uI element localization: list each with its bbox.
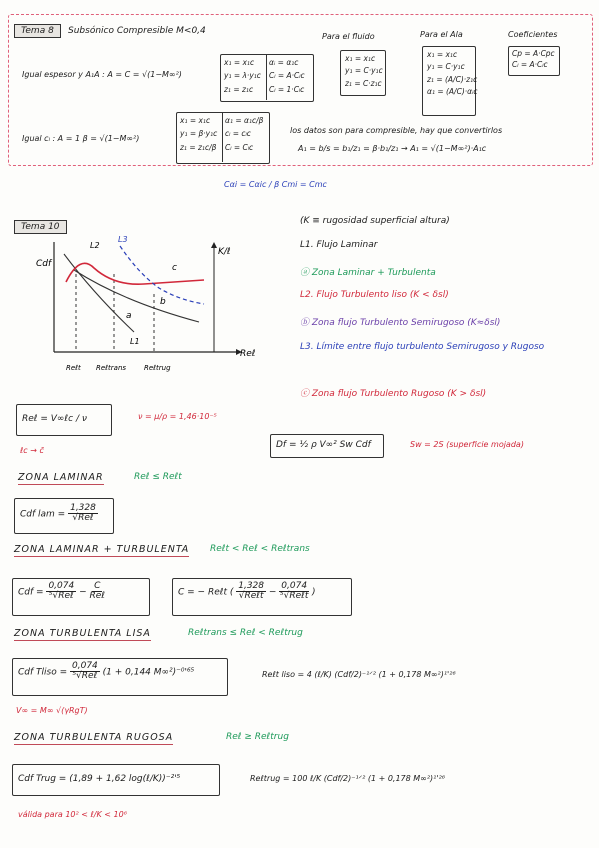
cdf-rugosa-formula: Cdf Trug = (1,89 + 1,62 log(ℓ/K))⁻²'⁵ [18,774,181,784]
xtick-retrans: Reℓtrans [96,364,127,372]
para-fluido-label: Para el fluido [322,32,375,41]
nu-formula: ν = μ/ρ = 1,46·10⁻⁵ [138,412,217,421]
xtick-relt: Reℓt [66,364,81,372]
tema8-box1-col2: αᵢ = α₁c Cₗ = A·Cₗc Cₗ = 1·Cₗc [269,58,305,94]
zona-laminar-cond: Reℓ ≤ Reℓt [134,472,182,482]
legend-item-4: ⓑ Zona flujo Turbulento Semirugoso (K≈δsl) [300,318,501,328]
cdf-lam-lhs: Cdf lam = [20,509,66,520]
zone-label-a: a [126,311,132,321]
para-ala-values: x₁ = x₁c y₁ = C·y₁c z₁ = (A/C)·z₁c α₁ = (A/C)·αᵢc [427,50,478,97]
igual-espesor: Igual espesor y A₁A : A = C = √(1−M∞²) [22,70,182,79]
legend-item-3: L2. Flujo Turbulento liso (K < δsl) [300,290,449,300]
zona-lamturb-cond: Reℓt < Reℓ < Reℓtrans [210,544,310,554]
legend-item-1: L1. Flujo Laminar [300,240,378,250]
coeficientes-label: Coeficientes [508,30,558,39]
curve-label-l3: L3 [118,235,128,244]
vinf-formula: V∞ = M∞ √(γRgT) [16,706,88,715]
tema8-box2-col2: α₁ = α₁c/β cₗ = cₗc Cₗ = Cₗc [225,116,264,152]
tema8-bottom-formula: Cαi = Cαic / β Cmi = Cmc [224,180,327,189]
tema8-box2-col1: x₁ = x₁c y₁ = β·y₁c z₁ = z₁c/β [180,116,218,152]
cdf-lam-num: 1,328 [70,503,96,513]
cdf-lam-den: √Reℓ [72,513,94,524]
tema8-title: Tema 8 [14,24,61,38]
sw-note: Sw = 2S (superficie mojada) [410,440,524,449]
tema10-title: Tema 10 [14,220,67,234]
re-rugosa-formula: Reℓtrug = 100 ℓ/K (Cdf/2)⁻¹ᐟ² (1 + 0,178 M∞²)¹'²⁶ [250,774,445,783]
re-lisa-formula: Reℓt liso = 4 (ℓ/K) (Cdf/2)⁻¹ᐟ² (1 + 0,178 M∞²)¹'²⁶ [262,670,456,679]
graph-y2label: K/ℓ [218,247,231,257]
para-fluido-values: x₁ = x₁c y₁ = C·y₁c z₁ = C·z₁c [345,54,383,88]
zone-label-c: c [172,263,177,273]
legend-item-0: (K ≡ rugosidad superficial altura) [300,216,450,226]
tema8-note-formula: A₁ = b/s = b₁/z₁ = β·b₁/z₁ → A₁ = √(1−M∞²)·A₁c [298,144,487,153]
xtick-retrug: Reℓtrug [144,364,171,372]
curve-label-l2: L2 [90,241,100,250]
legend-item-5: L3. Límite entre flujo turbulento Semirugoso y Rugoso [300,342,545,352]
legend-item-2: ⓐ Zona Laminar + Turbulenta [300,268,436,278]
graph-ylabel: Cdf [36,259,52,269]
zona-lisa-cond: Reℓtrans ≤ Reℓ < Reℓtrug [188,628,303,638]
graph-xlabel: Reℓ [240,349,256,359]
lc-note: ℓc → c̄ [20,446,44,455]
igual-cl: Igual cₗ : A = 1 β = √(1−M∞²) [22,134,140,143]
tema8-note: los datos son para compresible, hay que convertirlos [290,126,503,135]
coeficientes-values: Cp = A·Cpc Cₗ = A·Cₗc [512,49,555,70]
curve-label-l1: L1 [130,337,140,346]
rel-formula: Reℓ = V∞ℓc / ν [22,414,87,424]
para-ala-label: Para el Ala [420,30,463,39]
zona-lisa-title: ZONA TURBULENTA LISA [14,628,151,639]
valid-note: válida para 10² < ℓ/K < 10⁶ [18,810,127,819]
cdf-graph [14,234,264,384]
zona-rugosa-cond: Reℓ ≥ Reℓtrug [226,732,289,742]
tema8-box1-col1: x₁ = x₁c y₁ = λ·y₁c z₁ = z₁c [224,58,261,94]
zone-label-b: b [160,297,166,307]
zona-lamturb-title: ZONA LAMINAR + TURBULENTA [14,544,190,555]
df-formula: Df = ½ ρ V∞² Sw Cdf [276,440,371,450]
cdf-lam-formula [20,504,98,524]
cdf-lamturb-formula: Cdf = $\frac{0,074}{\text{⁵√Reℓ}}$ − $\frac{C}{\text{Reℓ}}$ [18,581,106,602]
cdf-lisa-formula: Cdf Tliso = $\frac{0,074}{\text{⁵√Reℓ}}$ (1 + 0,144 M∞²)⁻⁰'⁶⁵ [18,661,195,682]
zona-laminar-title: ZONA LAMINAR [18,472,104,483]
legend-item-6: ⓒ Zona flujo Turbulento Rugoso (K > δsl) [300,389,487,399]
c-formula: C = − Reℓt ( $\frac{1,328}{\text{√Reℓt}}$ − $\frac{0,074}{\text{⁵√Reℓt}}$ ) [178,581,316,602]
zona-rugosa-title: ZONA TURBULENTA RUGOSA [14,732,174,743]
tema8-subtitle: Subsónico Compresible M<0,4 [68,26,206,36]
